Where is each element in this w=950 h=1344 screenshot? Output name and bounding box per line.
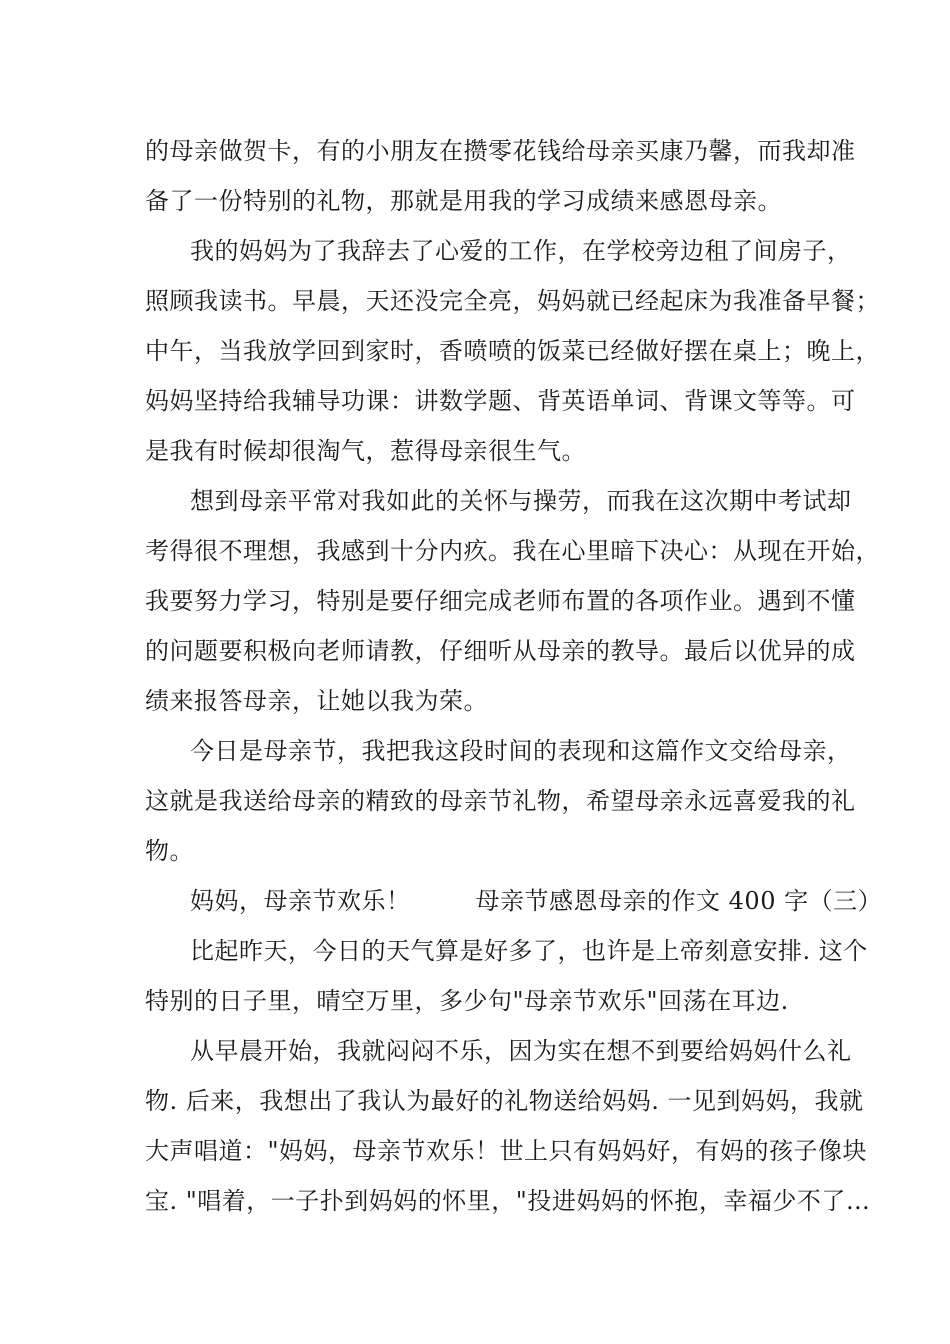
text-line: 考得很不理想，我感到十分内疚。我在心里暗下决心：从现在开始，: [145, 537, 880, 565]
text-line: 物。: [145, 837, 194, 865]
text-line: 绩来报答母亲，让她以我为荣。: [145, 687, 488, 715]
text-line: 中午，当我放学回到家时，香喷喷的饭菜已经做好摆在桌上；晚上，: [145, 337, 880, 365]
section-heading-line: 妈妈，母亲节欢乐！ 母亲节感恩母亲的作文 400 字（三）: [190, 887, 883, 915]
text-line: 这就是我送给母亲的精致的母亲节礼物，希望母亲永远喜爱我的礼: [145, 787, 856, 815]
paragraph-start-line: 今日是母亲节，我把我这段时间的表现和这篇作文交给母亲，: [190, 737, 852, 765]
paragraph-start-line: 比起昨天，今日的天气算是好多了，也许是上帝刻意安排. 这个: [190, 937, 868, 965]
text-line: 特别的日子里，晴空万里，多少句"母亲节欢乐"回荡在耳边.: [145, 987, 789, 1015]
text-line: 物. 后来，我想出了我认为最好的礼物送给妈妈. 一见到妈妈，我就: [145, 1087, 864, 1115]
paragraph-start-line: 我的妈妈为了我辞去了心爱的工作，在学校旁边租了间房子，: [190, 237, 852, 265]
paragraph-start-line: 从早晨开始，我就闷闷不乐，因为实在想不到要给妈妈什么礼: [190, 1037, 852, 1065]
paragraph-start-line: 想到母亲平常对我如此的关怀与操劳，而我在这次期中考试却: [190, 487, 852, 515]
text-line: 备了一份特别的礼物，那就是用我的学习成绩来感恩母亲。: [145, 187, 782, 215]
text-line: 宝. "唱着，一子扑到妈妈的怀里，"投进妈妈的怀抱，幸福少不了…: [145, 1187, 871, 1215]
text-line: 照顾我读书。早晨，天还没完全亮，妈妈就已经起床为我准备早餐；: [145, 287, 880, 315]
text-line: 的母亲做贺卡，有的小朋友在攒零花钱给母亲买康乃馨，而我却准: [145, 137, 856, 165]
text-line: 的问题要积极向老师请教，仔细听从母亲的教导。最后以优异的成: [145, 637, 856, 665]
text-line: 大声唱道："妈妈，母亲节欢乐！世上只有妈妈好，有妈的孩子像块: [145, 1137, 868, 1165]
text-line: 妈妈坚持给我辅导功课：讲数学题、背英语单词、背课文等等。可: [145, 387, 856, 415]
text-line: 是我有时候却很淘气，惹得母亲很生气。: [145, 437, 586, 465]
text-line: 我要努力学习，特别是要仔细完成老师布置的各项作业。遇到不懂: [145, 587, 856, 615]
